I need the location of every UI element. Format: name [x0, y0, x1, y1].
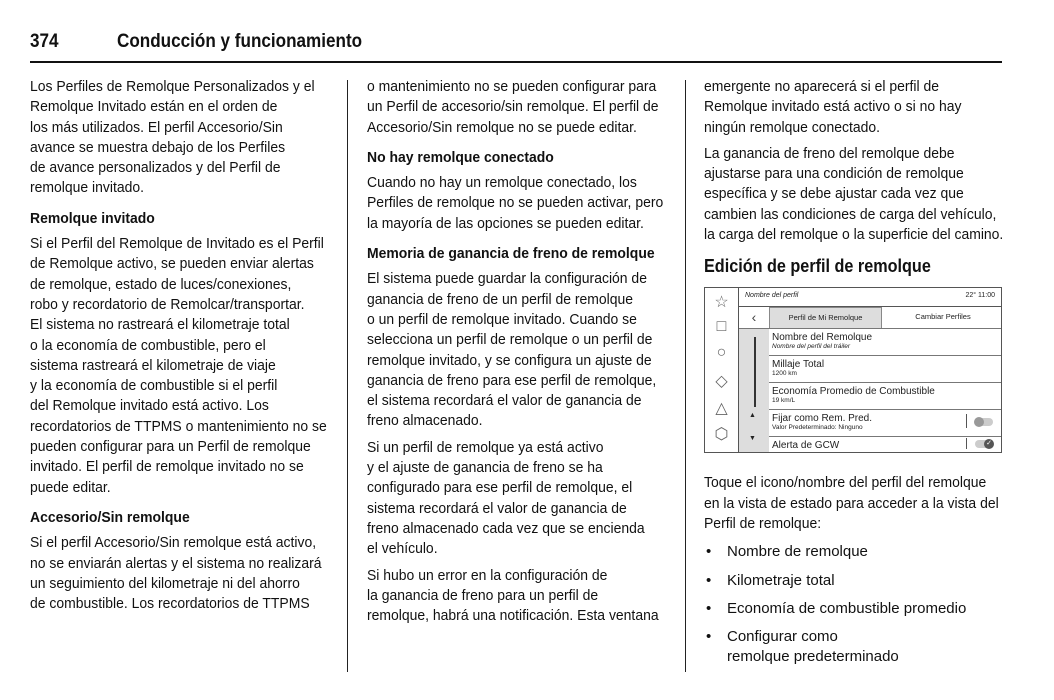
status-bar: [739, 288, 1001, 307]
list-item: [704, 627, 1004, 668]
gcw-alert-toggle[interactable]: [975, 440, 993, 448]
section-heading: Memoria de ganancia de freno de remolque: [367, 245, 655, 263]
paragraph: La ganancia de freno del remolque debe ajustarse para una condición de remolque específica y se debe ajustar cada vez que cambien las condiciones de carga del vehículo, la carga del remolque o la superficie del camino.: [704, 144, 1004, 244]
scroll-track: [754, 337, 756, 407]
circle-icon: ○: [716, 344, 727, 362]
row-title: Fijar como Rem. Pred.: [772, 413, 873, 425]
default-trailer-toggle[interactable]: [975, 418, 993, 426]
list-item[interactable]: [769, 382, 1001, 410]
section-heading: Edición de perfil de remolque: [704, 256, 931, 277]
list-item: [704, 599, 1004, 619]
row-title: Alerta de GCW: [772, 440, 840, 452]
paragraph: Si un perfil de remolque ya está activo y el ajuste de ganancia de freno se ha configurado para ese perfil de remolque, el sistema recordará el valor de ganancia de freno almacenado cada vez que se encienda el vehículo.: [367, 438, 645, 558]
list-item[interactable]: [769, 409, 1001, 437]
column-3: [704, 77, 1004, 676]
star-icon: ☆: [714, 294, 729, 312]
paragraph: Si hubo un error en la configuración de la ganancia de freno para un perfil de remolque, habrá una notificación. Esta ventana: [367, 566, 659, 625]
list-item[interactable]: [769, 355, 1001, 383]
scroll-bar[interactable]: [739, 307, 769, 452]
row-subtitle: 19 km/L: [772, 397, 796, 405]
paragraph: Si el Perfil del Remolque de Invitado es el Perfil de Remolque activo, se pueden enviar alertas de remolque, estado de luces/conexiones, robo y recordatorio de Remolcar/transportar. El sistema no rastreará el kilometraje total o la economía de combustible, pero el sistema rastreará el kilometraje de viaje y la economía de combustible si el perfil del Remolque invitado está activo. Los recordatorios de TTPMS o mantenimiento no se pueden configurar para un Perfil de remolque invitado. El perfil de remolque invitado no se puede editar.: [30, 235, 327, 496]
bullet-text: Kilometraje total: [727, 571, 835, 589]
bullet-icon: •: [706, 599, 712, 617]
paragraph: Cuando no hay un remolque conectado, los Perfiles de remolque no se pueden activar, pero la mayoría de las opciones se pueden editar.: [367, 174, 664, 232]
row-title: Nombre del Remolque: [772, 332, 873, 344]
shortcut-sidebar: [705, 288, 739, 452]
paragraph: Los Perfiles de Remolque Personalizados y el Remolque Invitado están en el orden de los más utilizados. El perfil Accesorio/Sin avance se muestra debajo de los Perfiles de avance personalizados y del Perfil de remolque invitado.: [30, 78, 315, 197]
paragraph: o mantenimiento no se pueden configurar para un Perfil de accesorio/sin remolque. El perfil de Accesorio/Sin remolque no se puede editar.: [367, 78, 659, 136]
row-subtitle: 1200 km: [772, 370, 797, 378]
column-2: [367, 77, 667, 632]
list-item: [704, 571, 1004, 591]
paragraph: El sistema puede guardar la configuración de ganancia de freno de un perfil de remolque o un perfil de remolque invitado. Cuando se selecciona un perfil de remolque o un perfil de remolque invitado, y se configura un ajuste de ganancia de freno para ese perfil de remolque, el sistema recordará el valor de ganancia de freno almacenado.: [367, 270, 657, 430]
bullet-icon: •: [706, 571, 712, 589]
bullet-text: Nombre de remolque: [727, 543, 868, 561]
section-heading: Remolque invitado: [30, 209, 155, 227]
trailer-profile-screen-illustration: [704, 287, 1002, 453]
paragraph: Toque el icono/nombre del perfil del remolque en la vista de estado para acceder a la vista del Perfil de remolque:: [704, 474, 999, 532]
back-chevron-icon[interactable]: ‹: [739, 307, 769, 329]
bullet-text: Economía de combustible promedio: [727, 599, 967, 617]
column-divider: [685, 80, 686, 672]
section-heading: No hay remolque conectado: [367, 148, 554, 166]
tab-change-profiles[interactable]: Cambiar Perfiles: [915, 312, 971, 322]
check-icon: ✓: [984, 439, 994, 449]
column-divider: [347, 80, 348, 672]
paragraph: Si el perfil Accesorio/Sin remolque está activo, no se enviarán alertas y el sistema no realizará un seguimiento del kilometraje ni del ahorro de combustible. Los recordatorios de TTPMS: [30, 534, 322, 613]
paragraph: emergente no aparecerá si el perfil de Remolque invitado está activo o si no hay ningún remolque conectado.: [704, 78, 962, 136]
row-title: Economía Promedio de Combustible: [772, 386, 935, 398]
tab-my-trailer-profile[interactable]: Perfil de Mi Remolque: [769, 307, 882, 329]
diamond-icon: ◇: [715, 373, 728, 391]
bullet-text: Configurar como remolque predeterminado: [727, 628, 899, 666]
page-header-title: Conducción y funcionamiento: [117, 31, 363, 52]
square-icon: □: [716, 318, 727, 336]
divider: [966, 438, 967, 449]
header-rule: [30, 61, 1002, 63]
row-title: Millaje Total: [772, 359, 825, 371]
status-readout: 22° 11:00: [965, 292, 995, 300]
page-number: 374: [30, 31, 59, 52]
row-subtitle: Nombre del perfil del tráiler: [772, 343, 851, 351]
section-heading: Accesorio/Sin remolque: [30, 508, 190, 526]
profile-name: Nombre del perfil: [745, 292, 799, 300]
list-item[interactable]: [769, 328, 1001, 356]
list-item: [704, 542, 1004, 562]
scroll-down-icon[interactable]: ▼: [749, 435, 756, 443]
list-item[interactable]: [769, 436, 1001, 453]
triangle-icon: △: [715, 400, 728, 418]
column-1: [30, 77, 330, 620]
hexagon-icon: ⬡: [714, 426, 729, 444]
row-subtitle: Valor Predeterminado: Ninguno: [772, 424, 863, 432]
scroll-up-icon[interactable]: ▲: [749, 412, 756, 420]
bullet-list: [704, 542, 1004, 667]
divider: [966, 414, 967, 428]
bullet-icon: •: [706, 628, 712, 646]
bullet-icon: •: [706, 543, 712, 561]
